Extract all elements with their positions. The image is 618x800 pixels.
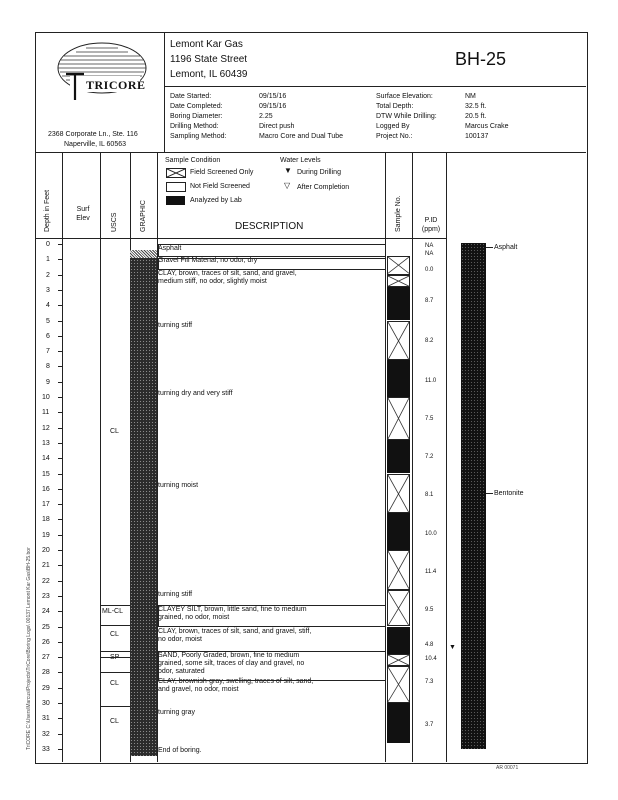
legend-sample-title: Sample Condition: [165, 157, 221, 164]
sample-no-column-header: Sample No.: [395, 195, 402, 232]
description-line: turning moist: [158, 482, 199, 490]
uscs-label: ML-CL: [102, 608, 124, 616]
depth-tick: [58, 351, 63, 352]
depth-tick: [58, 519, 63, 520]
pid-value: 7.2: [425, 454, 434, 461]
after-completion-icon: ▽: [284, 181, 291, 190]
site-street: 1196 State Street: [170, 54, 248, 65]
depth-tick: [58, 703, 63, 704]
depth-tick: [58, 489, 63, 490]
info-label: Surface Elevation:: [376, 93, 433, 100]
depth-tick: [58, 397, 63, 398]
depth-tick: [58, 565, 63, 566]
well-label: Bentonite: [494, 490, 524, 498]
depth-tick-label: 26: [42, 638, 50, 646]
uscs-boundary: [100, 706, 130, 707]
info-label: Logged By: [376, 123, 410, 130]
info-label: DTW While Drilling:: [376, 113, 437, 120]
surf-elev-header: Surf Elev: [76, 206, 90, 222]
depth-tick-label: 24: [42, 608, 50, 616]
depth-tick-label: 17: [42, 501, 50, 509]
description-line: Asphalt: [158, 245, 182, 253]
info-label: Date Completed:: [170, 103, 223, 110]
depth-tick: [58, 535, 63, 536]
uscs-label: CL: [110, 718, 119, 726]
description-entry: [158, 270, 383, 286]
description-line: and gravel, no odor, moist: [158, 686, 239, 694]
uscs-boundary: [100, 625, 130, 626]
legend-lab-box: [166, 196, 185, 205]
depth-tick-label: 2: [46, 271, 50, 279]
sample-x-mark: [388, 398, 409, 439]
uscs-label: CL: [110, 427, 119, 435]
pid-value: 8.7: [425, 298, 434, 305]
sample-x-mark: [388, 667, 409, 702]
sample-x-mark: [388, 322, 409, 360]
header-bottom-line: [35, 152, 586, 153]
depth-tick-label: 1: [46, 256, 50, 264]
description-entry: [158, 591, 383, 599]
info-value: 20.5 ft.: [465, 113, 487, 120]
description-line: turning gray: [158, 708, 195, 716]
logo-text: TRICORE: [86, 78, 146, 92]
description-entry: [158, 322, 383, 330]
description-line: no odor, moist: [158, 635, 202, 643]
uscs-boundary: [100, 605, 130, 606]
depth-tick: [58, 443, 63, 444]
info-label: Boring Diameter:: [170, 113, 223, 120]
depth-tick-label: 13: [42, 439, 50, 447]
legend-not-screened-box: [166, 182, 186, 192]
depth-tick-label: 15: [42, 470, 50, 478]
uscs-boundary: [100, 672, 130, 673]
page-reference: AR 00071: [496, 765, 519, 771]
info-value: NM: [465, 93, 476, 100]
depth-tick: [58, 657, 63, 658]
uscs-label: SP: [110, 654, 120, 662]
pid-value: 11.4: [425, 568, 437, 575]
description-entry: [158, 747, 383, 755]
sample-x-mark: [388, 276, 409, 286]
sample-lab-interval: [387, 440, 410, 474]
water-level-icon: ▼: [449, 643, 456, 651]
description-line: grained, some silt, traces of clay and gravel, no: [158, 660, 305, 668]
site-city: Lemont, IL 60439: [170, 69, 248, 80]
info-value: 09/15/16: [259, 93, 287, 100]
depth-tick-label: 9: [46, 378, 50, 386]
legend-not-screened-label: Not Field Screened: [190, 183, 250, 190]
depth-tick-label: 16: [42, 485, 50, 493]
info-label: Total Depth:: [376, 103, 414, 110]
sample-screened-interval: [387, 275, 410, 287]
description-outline: [158, 244, 386, 257]
depth-tick-label: 30: [42, 700, 50, 707]
uscs-label: CL: [110, 680, 119, 688]
pid-value: NA: [425, 250, 434, 257]
sample-screened-interval: [387, 550, 410, 590]
soil-graphic-column: [130, 250, 157, 756]
description-outline: [158, 605, 386, 627]
header-divider: [164, 86, 586, 87]
info-value: Marcus Crake: [465, 123, 509, 130]
depth-tick-label: 33: [42, 745, 50, 753]
well-backfill-column: [461, 243, 486, 749]
depth-tick-label: 11: [42, 409, 50, 417]
depth-tick-label: 21: [42, 562, 50, 570]
pid-value: 10.0: [425, 530, 437, 537]
pid-value: NA: [425, 243, 434, 249]
pid-value: 7.5: [425, 415, 434, 422]
legend-after-completion-label: After Completion: [297, 184, 350, 191]
site-name: Lemont Kar Gas: [170, 39, 243, 50]
sample-x-mark: [388, 655, 409, 665]
well-leader-line: [486, 247, 493, 248]
description-line: Gravel Fill Material, no odor, dry: [158, 257, 258, 265]
depth-tick-label: 20: [42, 547, 50, 554]
depth-tick: [58, 458, 63, 459]
depth-tick-label: 18: [42, 516, 50, 524]
uscs-label: CL: [110, 631, 119, 639]
depth-tick-label: 31: [42, 715, 50, 723]
pid-value: 9.5: [425, 607, 434, 614]
uscs-column-header: USCS: [111, 212, 118, 232]
depth-tick-label: 28: [42, 669, 50, 677]
well-label: Asphalt: [494, 244, 518, 252]
graphic-column-header: GRAPHIC: [140, 200, 147, 232]
depth-tick: [58, 259, 63, 260]
depth-tick-label: 23: [42, 592, 50, 600]
depth-tick-label: 4: [46, 302, 50, 310]
description-line: turning stiff: [158, 590, 193, 598]
legend-field-screened-box: [166, 168, 186, 178]
depth-tick-label: 27: [42, 654, 50, 662]
description-line: CLAY, brownish-gray, swelling, traces of silt, sand,: [158, 678, 314, 686]
depth-tick: [58, 688, 63, 689]
depth-tick: [58, 642, 63, 643]
depth-tick: [58, 734, 63, 735]
description-entry: [158, 628, 383, 644]
description-line: End of boring.: [158, 746, 202, 754]
info-value: 100137: [465, 133, 489, 140]
description-entry: [158, 482, 383, 490]
pid-value: 0.0: [425, 267, 434, 274]
boring-id: BH-25: [455, 49, 507, 69]
col-line-pid: [446, 152, 447, 762]
pid-value: 3.7: [425, 721, 434, 728]
depth-tick: [58, 321, 63, 322]
sample-screened-interval: [387, 590, 410, 627]
depth-tick: [58, 336, 63, 337]
file-path-footer: TriCORE C:\Users\Marcus\Projects\TriCore\Boring Logs\ 00137 Lemont Kar Gas\BH-25.bor: [26, 547, 32, 750]
sample-x-mark: [388, 257, 409, 273]
description-outline: [158, 651, 386, 681]
sample-x-mark: [388, 475, 409, 513]
info-label: Drilling Method:: [170, 123, 219, 130]
sample-lab-interval: [387, 287, 410, 321]
description-line: CLAY, brown, traces of silt, sand, and gravel,: [158, 269, 297, 277]
depth-tick: [58, 611, 63, 612]
description-line: grained, no odor, moist: [158, 614, 230, 622]
sample-screened-interval: [387, 397, 410, 440]
depth-tick: [58, 627, 63, 628]
depth-tick-label: 3: [46, 286, 50, 294]
pid-value: 7.3: [425, 679, 434, 686]
pid-value: 11.0: [425, 377, 437, 384]
uscs-boundary: [100, 651, 130, 652]
depth-tick: [58, 749, 63, 750]
info-label: Project No.:: [376, 133, 413, 140]
depth-column-header: Depth in Feet: [44, 189, 51, 232]
uscs-boundary: [100, 657, 130, 658]
col-line-sample: [412, 152, 413, 762]
legend-water-title: Water Levels: [280, 157, 321, 164]
depth-tick: [58, 244, 63, 245]
info-value: 2.25: [259, 113, 273, 120]
info-value: Macro Core and Dual Tube: [259, 133, 344, 140]
depth-tick-label: 6: [46, 332, 50, 340]
sample-screened-interval: [387, 654, 410, 666]
description-line: SAND, Poorly Graded, brown, fine to medium: [158, 652, 300, 660]
sample-lab-interval: [387, 513, 410, 550]
depth-tick-label: 0: [46, 241, 50, 248]
depth-tick-label: 29: [42, 684, 50, 692]
depth-tick: [58, 474, 63, 475]
pid-column-header: P.ID (ppm): [421, 217, 441, 233]
column-header-bottom: [35, 238, 446, 239]
pid-value: 8.2: [425, 337, 434, 344]
sample-screened-interval: [387, 666, 410, 703]
sample-screened-interval: [387, 474, 410, 514]
depth-tick: [58, 366, 63, 367]
depth-tick: [58, 412, 63, 413]
depth-tick: [58, 550, 63, 551]
description-line: medium stiff, no odor, slightly moist: [158, 277, 267, 285]
info-value: 09/15/16: [259, 103, 287, 110]
pid-value: 4.8: [425, 642, 434, 649]
depth-tick-label: 25: [42, 623, 50, 631]
well-leader-line: [486, 493, 493, 494]
company-address-line1: 2368 Corporate Ln., Ste. 116: [48, 131, 138, 138]
sample-screened-interval: [387, 256, 410, 274]
info-value: Direct push: [259, 123, 295, 130]
info-label: Sampling Method:: [170, 133, 227, 140]
depth-tick-label: 12: [42, 424, 50, 432]
company-address-line2: Naperville, IL 60563: [64, 141, 127, 148]
depth-tick: [58, 428, 63, 429]
depth-tick: [58, 382, 63, 383]
legend-field-screened-label: Field Screened Only: [190, 169, 254, 176]
pid-value: 10.4: [425, 656, 437, 663]
description-line: turning stiff: [158, 321, 193, 329]
logo-divider: [164, 32, 165, 152]
depth-tick-label: 8: [46, 363, 50, 371]
description-outline: [158, 258, 386, 271]
info-value: 32.5 ft.: [465, 103, 487, 110]
depth-tick: [58, 672, 63, 673]
depth-tick-label: 32: [42, 730, 50, 738]
sample-x-mark: [388, 551, 409, 589]
sample-lab-interval: [387, 360, 410, 397]
sample-screened-interval: [387, 321, 410, 361]
depth-tick-label: 10: [42, 394, 50, 401]
sample-x-mark: [388, 591, 409, 626]
description-line: CLAYEY SILT, brown, little sand, fine to medium: [158, 606, 307, 614]
legend-lab-label: Analyzed by Lab: [190, 197, 242, 204]
description-column-header: DESCRIPTION: [235, 221, 304, 232]
depth-tick-label: 7: [46, 348, 50, 356]
description-line: odor, saturated: [158, 668, 205, 676]
sample-lab-interval: [387, 703, 410, 743]
depth-tick: [58, 504, 63, 505]
depth-tick: [58, 305, 63, 306]
legend-during-drilling-label: During Drilling: [297, 169, 341, 176]
description-line: CLAY, brown, traces of silt, sand, and gravel, stiff,: [158, 627, 312, 635]
asphalt-graphic-band: [130, 250, 157, 258]
depth-tick: [58, 596, 63, 597]
during-drilling-icon: ▼: [284, 166, 292, 175]
pid-value: 8.1: [425, 492, 434, 499]
depth-tick-label: 14: [42, 455, 50, 463]
company-logo: [52, 38, 152, 108]
depth-tick-label: 22: [42, 577, 50, 585]
sample-lab-interval: [387, 627, 410, 655]
depth-tick: [58, 718, 63, 719]
depth-tick-label: 19: [42, 531, 50, 539]
depth-tick: [58, 581, 63, 582]
info-label: Date Started:: [170, 93, 212, 100]
depth-tick-label: 5: [46, 317, 50, 325]
depth-tick: [58, 275, 63, 276]
depth-tick: [58, 290, 63, 291]
description-entry: [158, 709, 383, 717]
description-entry: [158, 390, 383, 398]
description-line: turning dry and very stiff: [158, 390, 233, 398]
col-line-surf: [100, 152, 101, 762]
